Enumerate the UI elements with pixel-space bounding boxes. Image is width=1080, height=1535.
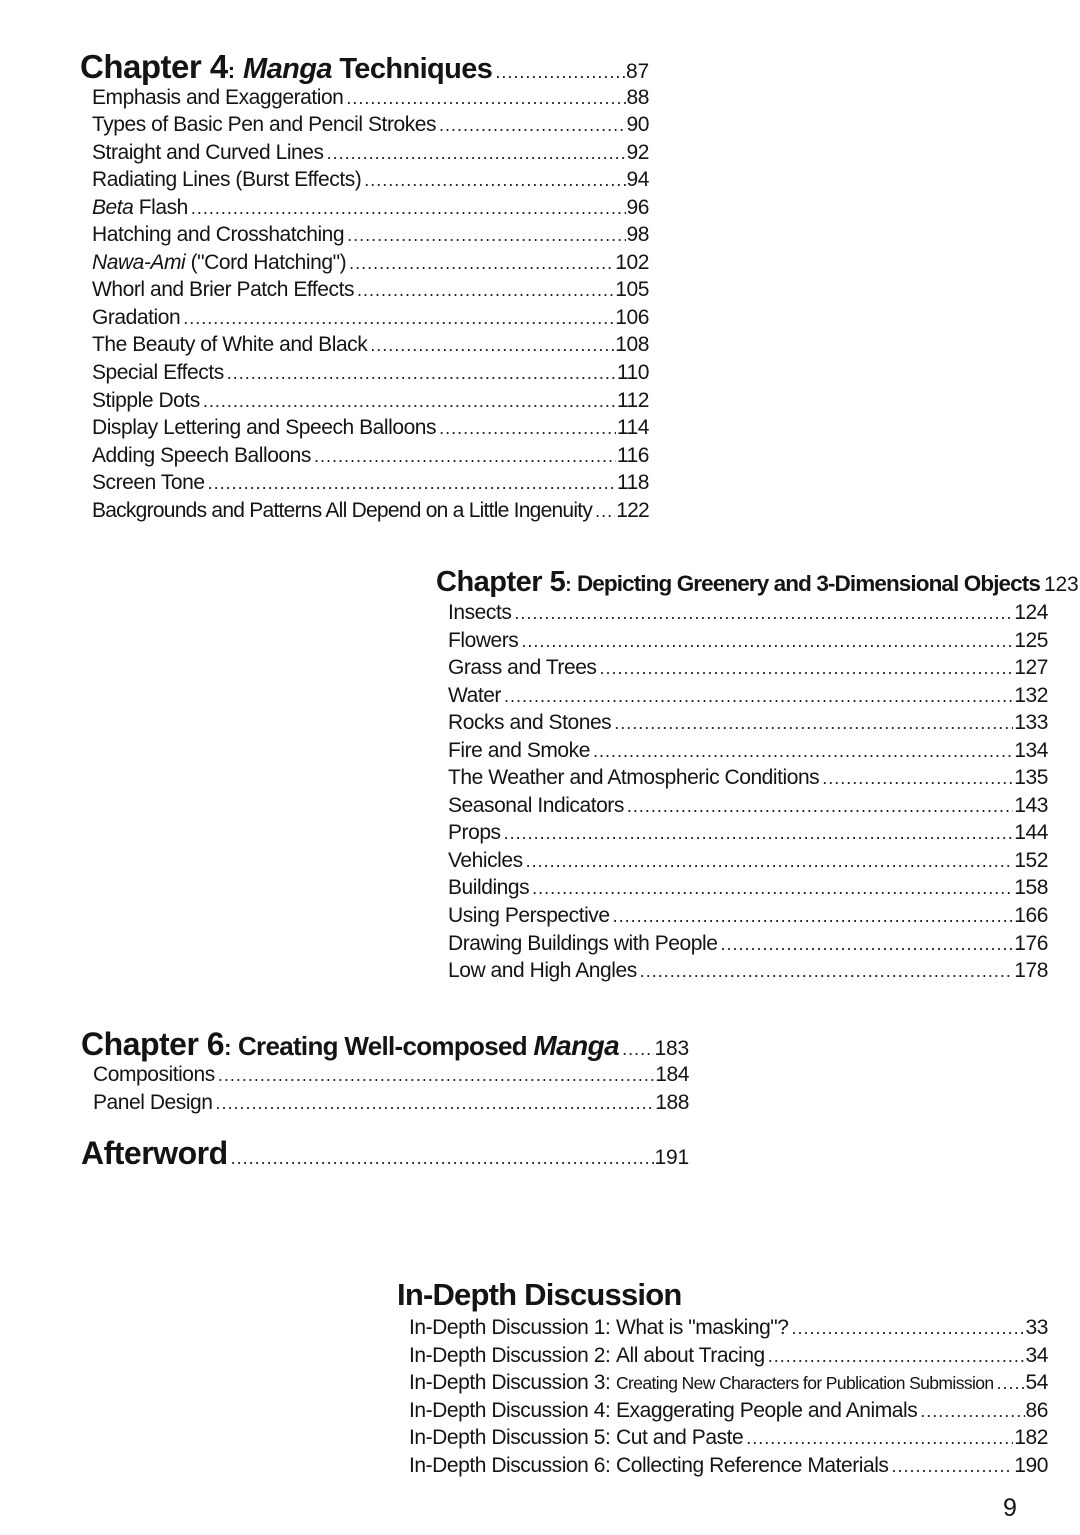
entry-title: Rocks and Stones: [448, 711, 612, 735]
toc-entry[interactable]: [448, 876, 1048, 904]
leader-dots: [216, 1093, 655, 1114]
chapter-5-label: Chapter 5: [436, 566, 566, 598]
entry-page: 135: [1014, 766, 1048, 790]
leader-dots: [627, 796, 1013, 817]
entry-number: In-Depth Discussion 1:: [409, 1316, 611, 1339]
toc-entry[interactable]: [92, 168, 649, 196]
chapter-5-title: Depicting Greenery and 3-Dimensional Objects: [571, 571, 1040, 596]
leader-dots: [720, 934, 1013, 955]
entry-page: 96: [626, 195, 649, 219]
entry-title: Types of Basic Pen and Pencil Strokes: [92, 113, 437, 137]
entry-page: 112: [616, 388, 649, 412]
entry-page: 178: [1014, 959, 1048, 983]
toc-entry[interactable]: [448, 739, 1048, 767]
toc-entry[interactable]: [448, 711, 1048, 739]
leader-dots: [183, 308, 614, 329]
entry-title-italic: Beta: [92, 195, 134, 219]
entry-title: Adding Speech Balloons: [92, 443, 311, 467]
entry-title: Compositions: [93, 1063, 215, 1086]
leader-dots: [439, 418, 616, 439]
entry-page: 188: [655, 1090, 689, 1114]
leader-dots: [613, 906, 1014, 927]
toc-entry[interactable]: [92, 251, 649, 279]
toc-entry[interactable]: [448, 849, 1048, 877]
entry-number: In-Depth Discussion 3:: [409, 1371, 611, 1395]
toc-entry[interactable]: [92, 306, 649, 334]
toc-entry[interactable]: [92, 471, 649, 499]
chapter-6-colon: :: [224, 1035, 232, 1060]
chapter-5-heading[interactable]: [436, 566, 1079, 602]
chapter-4-title: Techniques: [331, 53, 493, 85]
afterword-label: Afterword: [81, 1135, 228, 1171]
leader-dots: [346, 88, 625, 109]
leader-dots: [227, 363, 616, 384]
entry-title: Drawing Buildings with People: [448, 931, 718, 955]
toc-entry[interactable]: [448, 684, 1048, 712]
in-depth-entry[interactable]: [409, 1399, 1048, 1427]
in-depth-entry[interactable]: [409, 1344, 1048, 1372]
leader-dots: [191, 198, 626, 219]
leader-dots: [526, 851, 1014, 872]
entry-title: Fire and Smoke: [448, 738, 590, 762]
leader-dots: [920, 1401, 1024, 1422]
entry-page: 90: [626, 113, 649, 137]
entry-title: Grass and Trees: [448, 656, 597, 680]
leader-dots: [891, 1456, 1013, 1477]
chapter-5-section: [436, 566, 1079, 987]
entry-number: In-Depth Discussion 4:: [409, 1398, 611, 1422]
toc-entry[interactable]: [92, 278, 649, 306]
entry-title: Using Perspective: [448, 904, 610, 928]
toc-entry[interactable]: [93, 1091, 689, 1119]
entry-page: 88: [626, 85, 649, 109]
toc-entry[interactable]: [92, 333, 649, 361]
entry-page: 166: [1014, 904, 1048, 928]
leader-dots: [532, 878, 1013, 899]
entry-title: Props: [448, 821, 501, 845]
leader-dots: [599, 658, 1013, 679]
entry-title: Straight and Curved Lines: [92, 140, 324, 164]
toc-entry[interactable]: [448, 766, 1048, 794]
page-number: 9: [1003, 1494, 1017, 1522]
entry-page: 118: [616, 471, 649, 495]
entry-title: Emphasis and Exaggeration: [92, 85, 344, 109]
toc-entry[interactable]: [448, 601, 1048, 629]
entry-page: 124: [1014, 601, 1048, 624]
leader-dots: [614, 713, 1013, 734]
chapter-6-entries: [93, 1063, 689, 1118]
leader-dots: [792, 1318, 1025, 1339]
entry-title: Radiating Lines (Burst Effects): [92, 168, 362, 192]
entry-title: Buildings: [448, 876, 530, 900]
entry-title: All about Tracing: [616, 1343, 765, 1367]
chapter-4-colon: :: [227, 58, 236, 83]
afterword-page: 191: [654, 1146, 689, 1169]
entry-title: Collecting Reference Materials: [616, 1453, 889, 1477]
chapter-6-label: Chapter 6: [81, 1026, 225, 1062]
leader-dots: [364, 170, 625, 191]
toc-entry[interactable]: [92, 416, 649, 444]
in-depth-entry[interactable]: [409, 1426, 1048, 1454]
leader-dots: [514, 603, 1013, 624]
leader-dots: [349, 253, 614, 274]
toc-entry[interactable]: [92, 361, 649, 389]
toc-entry[interactable]: [448, 629, 1048, 657]
entry-page: 158: [1014, 876, 1048, 900]
in-depth-entries: [409, 1316, 1048, 1481]
entry-title: Backgrounds and Patterns All Depend on a Little Ingenuity: [92, 498, 593, 522]
leader-dots: [370, 335, 614, 356]
toc-entry[interactable]: [92, 389, 649, 417]
entry-title: Panel Design: [93, 1090, 213, 1114]
entry-title: The Beauty of White and Black: [92, 333, 368, 357]
entry-page: 184: [655, 1063, 689, 1086]
in-depth-section: [397, 1279, 1048, 1481]
toc-entry[interactable]: [92, 196, 649, 224]
entry-page: 144: [1014, 821, 1048, 845]
leader-dots: [439, 115, 625, 136]
chapter-5-entries: [448, 601, 1048, 987]
toc-entry[interactable]: [448, 656, 1048, 684]
leader-dots: [768, 1346, 1025, 1367]
entry-page: 94: [626, 168, 649, 192]
chapter-5-colon: :: [565, 575, 572, 596]
toc-entry[interactable]: [92, 86, 649, 114]
entry-title: Special Effects: [92, 360, 224, 384]
entry-page: 114: [616, 416, 649, 440]
toc-entry[interactable]: [448, 821, 1048, 849]
entry-page: 152: [1014, 848, 1048, 872]
entry-number: In-Depth Discussion 5:: [409, 1426, 611, 1450]
in-depth-entry[interactable]: [409, 1316, 1048, 1344]
entry-page: 127: [1014, 656, 1048, 680]
leader-dots: [203, 391, 616, 412]
entry-page: 134: [1014, 738, 1048, 762]
entry-title: Hatching and Crosshatching: [92, 223, 345, 247]
entry-title: Exaggerating People and Animals: [616, 1398, 918, 1422]
leader-dots: [504, 823, 1014, 844]
chapter-4-page: 87: [626, 60, 649, 83]
entry-page: 108: [615, 333, 649, 357]
entry-page: 105: [615, 278, 649, 302]
entry-title: ("Cord Hatching"): [185, 250, 347, 274]
entry-title: Creating New Characters for Publication Submission: [616, 1373, 994, 1394]
entry-title: Cut and Paste: [616, 1426, 744, 1450]
entry-page: 34: [1025, 1343, 1048, 1367]
entry-page: 133: [1014, 711, 1048, 735]
entry-title: Gradation: [92, 305, 181, 329]
chapter-6-section: [81, 1028, 689, 1118]
entry-title: Screen Tone: [92, 471, 205, 495]
entry-page: 110: [616, 360, 649, 384]
leader-dots: [822, 768, 1013, 789]
entry-title-italic: Nawa-Ami: [92, 250, 186, 274]
chapter-6-title: Creating Well-composed: [231, 1031, 534, 1061]
leader-dots: [640, 961, 1014, 982]
entry-page: 132: [1014, 683, 1048, 707]
in-depth-title: In-Depth Discussion: [397, 1277, 682, 1312]
entry-title: Insects: [448, 601, 512, 624]
chapter-6-title-italic: Manga: [533, 1030, 620, 1061]
chapter-6-page: 183: [654, 1037, 689, 1060]
entry-page: 54: [1025, 1371, 1048, 1395]
toc-entry[interactable]: [448, 932, 1048, 960]
entry-title: Flash: [133, 195, 188, 219]
toc-entry[interactable]: [92, 444, 649, 472]
toc-entry[interactable]: [92, 499, 649, 527]
afterword-heading[interactable]: [81, 1137, 689, 1173]
entry-number: In-Depth Discussion 2:: [409, 1343, 611, 1367]
afterword-leader-dots: [231, 1149, 654, 1167]
chapter-6-heading[interactable]: [81, 1028, 689, 1063]
chapter-4-leader-dots: [495, 63, 625, 81]
entry-page: 102: [615, 250, 649, 274]
leader-dots: [208, 473, 616, 494]
entry-title: Seasonal Indicators: [448, 793, 624, 817]
entry-page: 176: [1014, 931, 1048, 955]
toc-entry[interactable]: [448, 904, 1048, 932]
in-depth-entry[interactable]: [409, 1371, 1048, 1399]
entry-title: Low and High Angles: [448, 959, 637, 983]
entry-page: 125: [1014, 628, 1048, 652]
leader-dots: [218, 1065, 654, 1086]
leader-dots: [595, 501, 615, 522]
toc-entry[interactable]: [448, 959, 1048, 987]
leader-dots: [314, 446, 616, 467]
toc-entry[interactable]: [92, 113, 649, 141]
chapter-4-heading[interactable]: [80, 50, 649, 86]
entry-page: 33: [1025, 1316, 1048, 1339]
entry-title: Vehicles: [448, 848, 523, 872]
entry-page: 106: [615, 305, 649, 329]
entry-title: Whorl and Brier Patch Effects: [92, 278, 355, 302]
toc-entry[interactable]: [92, 141, 649, 169]
entry-page: 190: [1014, 1453, 1048, 1477]
entry-page: 86: [1025, 1398, 1048, 1422]
entry-page: 92: [626, 140, 649, 164]
leader-dots: [997, 1373, 1025, 1394]
entry-title: Display Lettering and Speech Balloons: [92, 416, 437, 440]
leader-dots: [504, 686, 1013, 707]
toc-entry[interactable]: [448, 794, 1048, 822]
chapter-6-leader-dots: [622, 1040, 653, 1058]
entry-page: 122: [616, 498, 649, 522]
entry-title: Flowers: [448, 628, 519, 652]
entry-page: 116: [616, 443, 649, 467]
entry-title: Stipple Dots: [92, 388, 200, 412]
in-depth-entry[interactable]: [409, 1454, 1048, 1482]
leader-dots: [357, 280, 614, 301]
leader-dots: [347, 225, 625, 246]
leader-dots: [327, 143, 626, 164]
chapter-4-label: Chapter 4: [80, 48, 228, 85]
leader-dots: [746, 1428, 1013, 1449]
leader-dots: [593, 741, 1013, 762]
entry-title: The Weather and Atmospheric Conditions: [448, 766, 820, 790]
in-depth-heading: [397, 1279, 1048, 1316]
entry-title: What is "masking"?: [616, 1316, 789, 1339]
entry-page: 143: [1014, 793, 1048, 817]
chapter-5-page: 123: [1043, 573, 1079, 596]
afterword-section: [81, 1137, 689, 1173]
leader-dots: [521, 631, 1013, 652]
entry-title: Water: [448, 683, 501, 707]
toc-entry[interactable]: [93, 1063, 689, 1091]
chapter-4-section: [80, 50, 649, 526]
chapter-4-entries: [92, 86, 649, 527]
toc-entry[interactable]: [92, 223, 649, 251]
entry-page: 98: [626, 223, 649, 247]
entry-page: 182: [1014, 1426, 1048, 1450]
chapter-4-title-italic: Manga: [243, 53, 332, 85]
entry-number: In-Depth Discussion 6:: [409, 1453, 611, 1477]
